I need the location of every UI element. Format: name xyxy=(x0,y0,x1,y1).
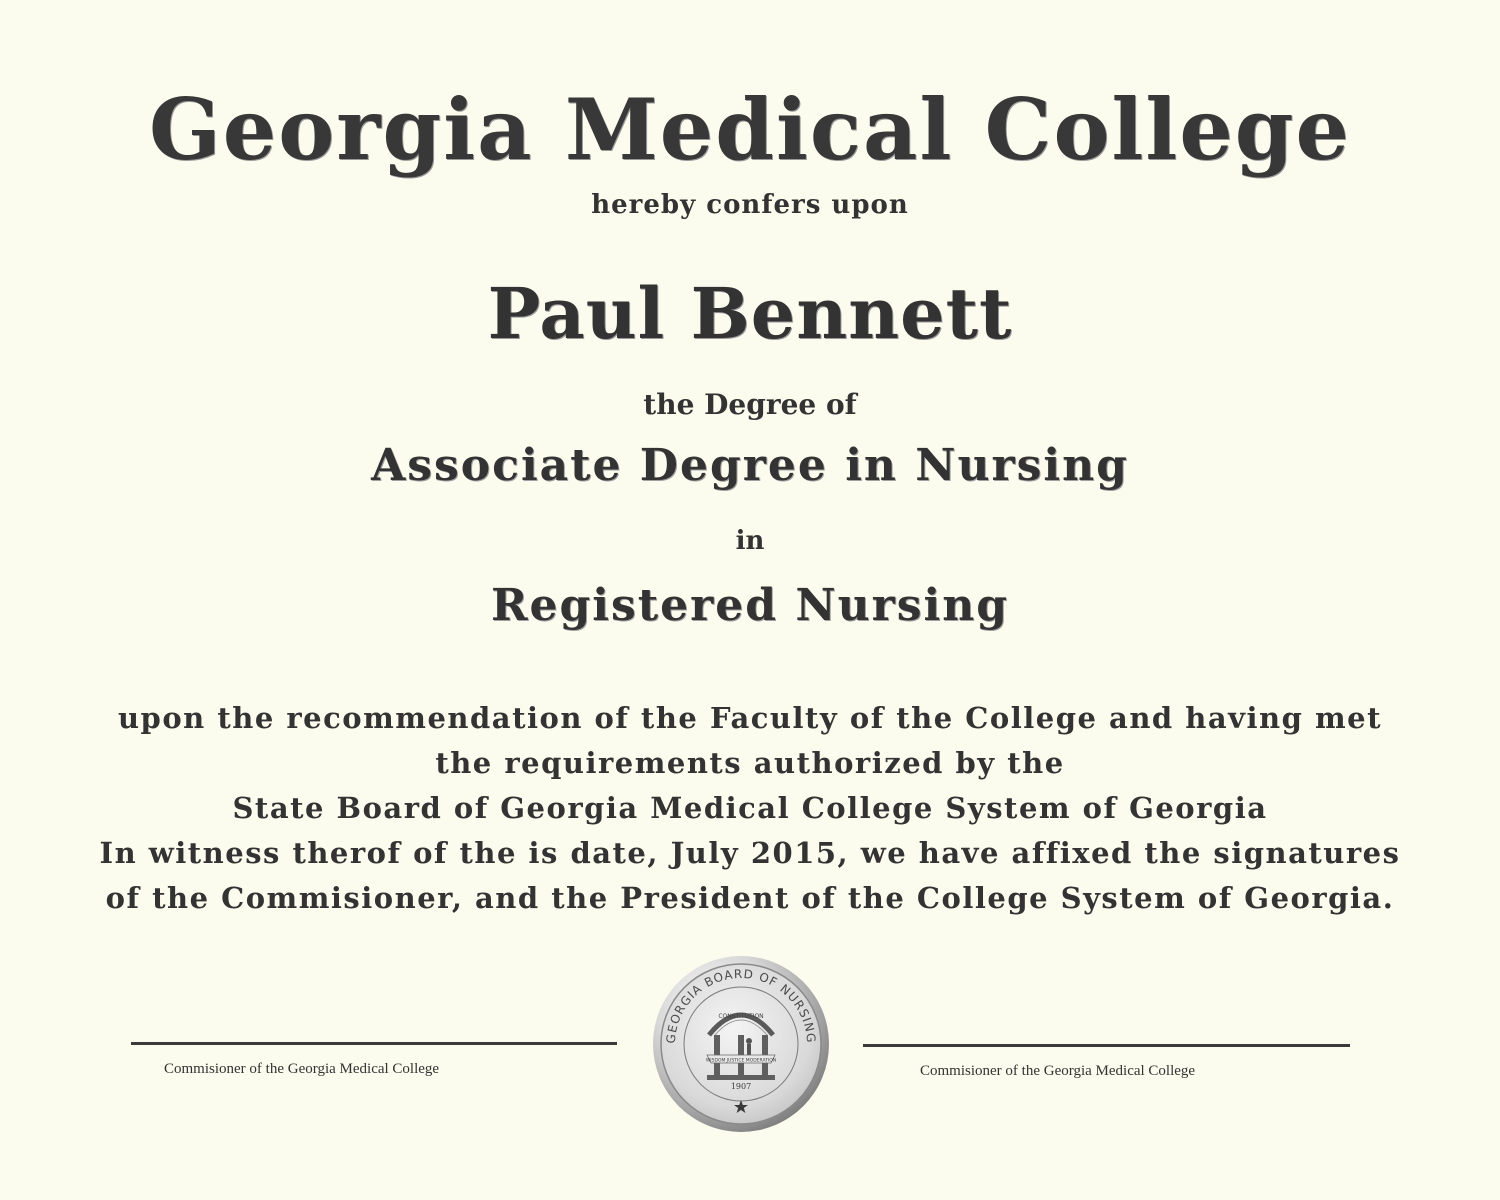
left-signature-caption: Commisioner of the Georgia Medical College xyxy=(164,1061,440,1077)
right-signature-caption: Commisioner of the Georgia Medical College xyxy=(920,1063,1196,1079)
citation-line: State Board of Georgia Medical College System of Georgia xyxy=(232,791,1268,825)
seal-ring-text: GEORGIA BOARD OF NURSING xyxy=(663,966,819,1044)
board-seal-icon xyxy=(652,955,830,1133)
seal-year: 1907 xyxy=(730,1082,752,1091)
citation-body xyxy=(0,696,1500,921)
seal-motto: WISDOM JUSTICE MODERATION xyxy=(705,1058,777,1064)
left-signature-line xyxy=(131,1042,617,1045)
degree-intro-text: the Degree of xyxy=(643,388,857,421)
citation-line: the requirements authorized by the xyxy=(435,746,1065,780)
citation-line: upon the recommendation of the Faculty of the College and having met xyxy=(117,701,1383,735)
institution-title: Georgia Medical College xyxy=(149,80,1351,179)
citation-line: of the Commisioner, and the President of the College System of Georgia. xyxy=(105,881,1395,915)
citation-line: In witness therof of the is date, July 2015, we have affixed the signatures xyxy=(99,836,1401,870)
confers-text: hereby confers upon xyxy=(591,190,909,220)
recipient-name: Paul Bennett xyxy=(487,272,1013,355)
in-text: in xyxy=(735,526,765,556)
major-name: Registered Nursing xyxy=(490,580,1010,631)
seal-banner-text: CONSTITUTION xyxy=(718,1013,764,1020)
degree-name: Associate Degree in Nursing xyxy=(371,440,1129,491)
right-signature-line xyxy=(863,1044,1350,1047)
